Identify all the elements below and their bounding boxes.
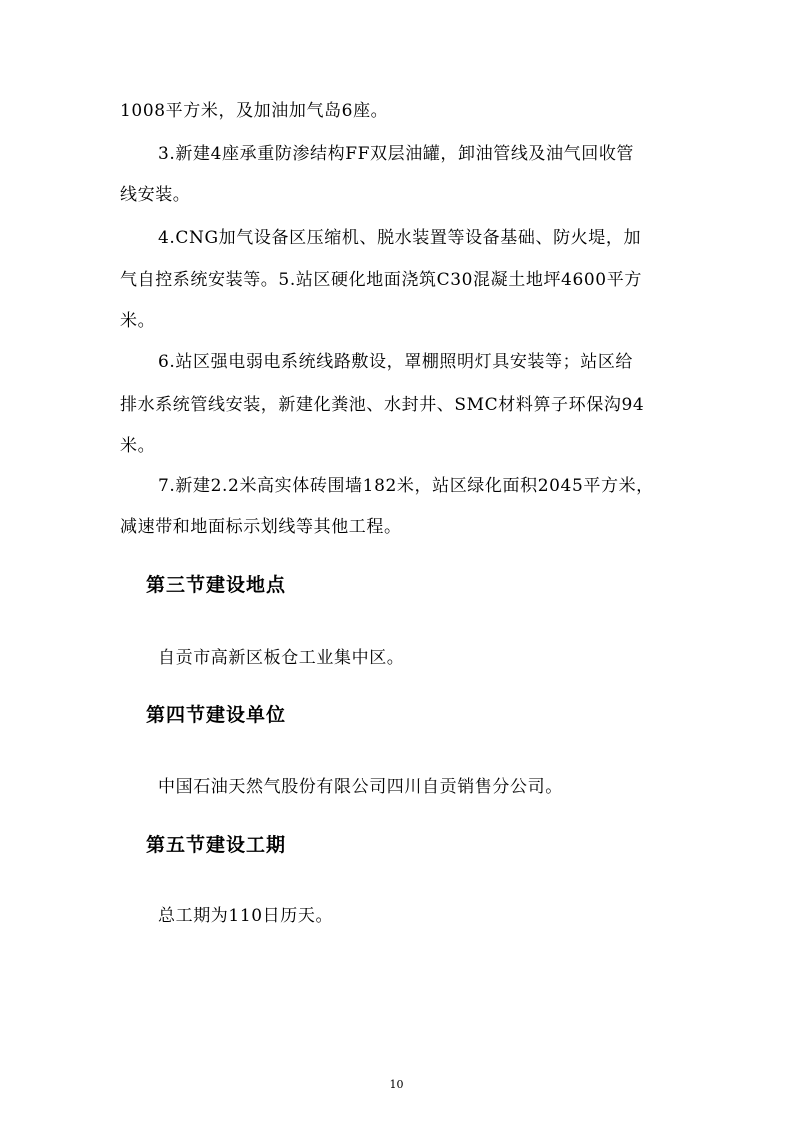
section-heading-unit: 第四节建设单位 [146,704,287,726]
section-content-period: 总工期为110日历天。 [158,906,334,926]
body-line: 6.站区强电弱电系统线路敷设，罩棚照明灯具安装等；站区给 [158,352,634,372]
page-number: 10 [389,1078,404,1091]
body-line: 4.CNG加气设备区压缩机、脱水装置等设备基础、防火堤，加 [158,228,642,248]
body-line: 米。 [120,436,156,456]
section-heading-period: 第五节建设工期 [146,834,287,856]
body-line: 米。 [120,311,156,331]
body-line: 1008平方米，及加油加气岛6座。 [120,101,389,121]
body-line: 排水系统管线安装，新建化粪池、水封井、SMC材料箅子环保沟94 [120,395,645,415]
section-heading-location: 第三节建设地点 [146,574,287,596]
body-line: 线安装。 [120,185,191,205]
body-line: 气自控系统安装等。5.站区硬化地面浇筑C30混凝土地坪4600平方 [120,270,642,290]
body-line: 7.新建2.2米高实体砖围墙182米，站区绿化面积2045平方米， [158,476,654,496]
body-line: 3.新建4座承重防渗结构FF双层油罐，卸油管线及油气回收管 [158,144,635,164]
section-content-location: 自贡市高新区板仓工业集中区。 [158,648,405,668]
section-content-unit: 中国石油天然气股份有限公司四川自贡销售分公司。 [158,777,563,797]
body-line: 减速带和地面标示划线等其他工程。 [120,517,402,537]
